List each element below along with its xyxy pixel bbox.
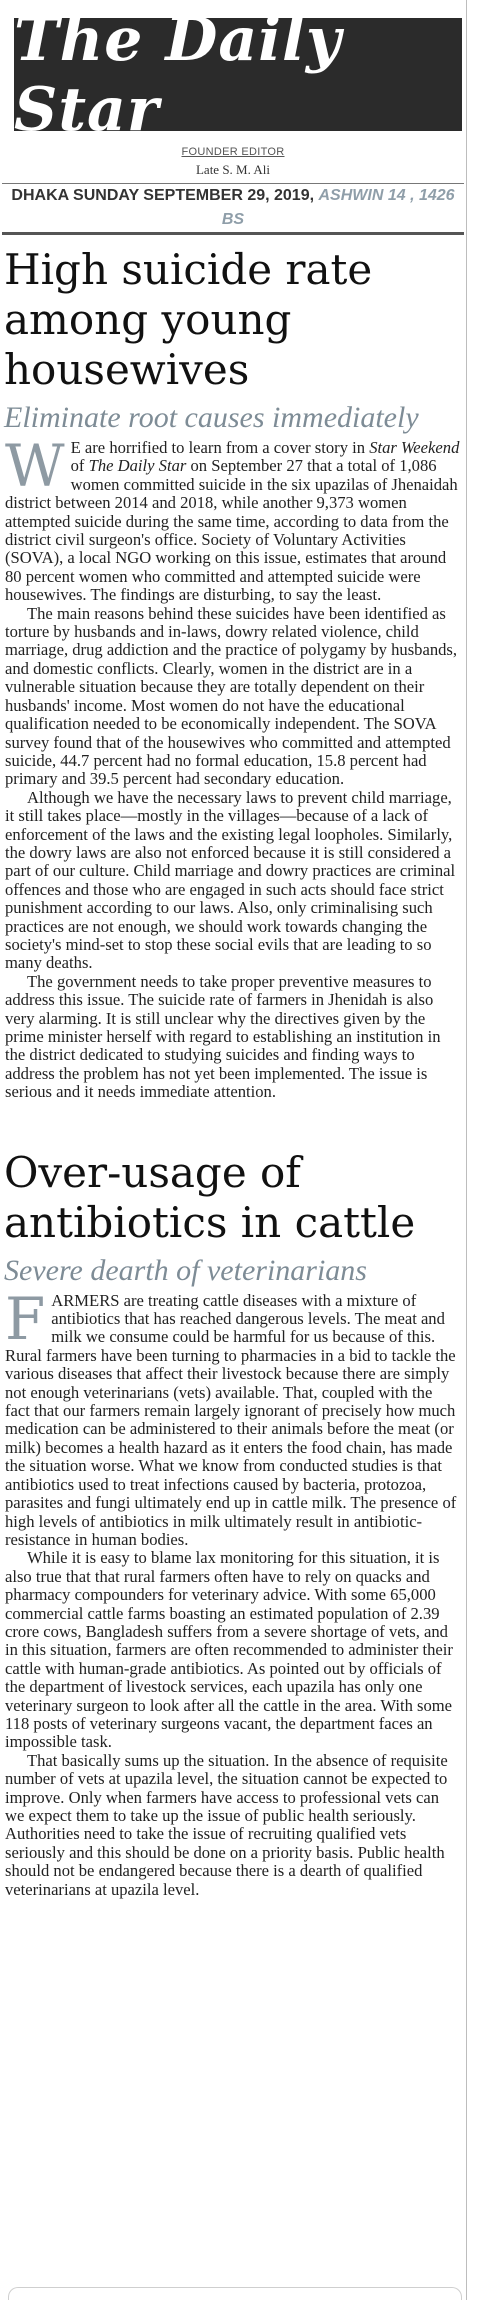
section-spacer [0, 1102, 466, 1138]
founder-name: Late S. M. Ali [195, 162, 271, 177]
dateline [0, 184, 466, 232]
drop-cap: F [5, 1284, 46, 1353]
article-1-paragraph-4: The government needs to take proper preventive measures to address this issue. The suicide rate of farmers in Jhenidah is also very alarming. It is still unclear why the directives given by the prime minister herself with regard to establishing an institution in the district dedicated to studying suicides and finding ways to address the problem has not yet been implemented. The issue is serious and it needs immediate attention. [5, 971, 441, 1102]
divider-thick [2, 232, 464, 235]
masthead-logo[interactable] [14, 4, 462, 145]
article-2-subhead: Severe dearth of veterinarians [4, 1253, 367, 1287]
article-1-body [5, 432, 460, 1102]
article-2-paragraph-3: That basically sums up the situation. In the absence of requisite number of vets at upazila level, the situation cannot be expected to improve. Only when farmers have access to professional vets can we expect them to take up the issue of public health seriously. Authorities need to take the issue of recruiting qualified vets seriously and this should be done on a priority basis. Public health should not be endangered because there is a dearth of qualified veterinarians at upazila level. [5, 1750, 448, 1899]
founder-label: FOUNDER EDITOR [181, 146, 285, 158]
paragraph-text: on September 27 that a total of 1,086 women committed suicide in the six upazilas of Jhenaidah district between 2014 and 2018, while another 9,373 women attempted suicide during the same time, according to data from the district civil surgeon's office. Society of Voluntary Activities (SOVA), a local NGO working on this issue, estimates that around 80 percent women who committed and attempted suicide were housewives. The findings are disturbing, to say the least. [5, 456, 458, 605]
paragraph-text: E are horrified to learn from a cover story in [70, 438, 370, 457]
publication-name: Star Weekend [369, 438, 460, 457]
publication-name: The Daily Star [88, 456, 187, 476]
article-2-body [5, 1284, 460, 1899]
article-2-paragraph-2: While it is easy to blame lax monitoring for this situation, it is also true that that rural farmers often have to rely on quacks and pharmacy compounders for veterinary advice. With some 65,000 commercial cattle farms boasting an estimated population of 2.39 crore cows, Bangladesh suffers from a severe shortage of vets, and in this situation, farmers are often recommended to administer their cattle with human-grade antibiotics. As pointed out by officials of the department of livestock services, each upazila has only one veterinary surgeon to look after all the cattle in the area. With some 118 posts of veterinary surgeons vacant, the department faces an impossible task. [5, 1548, 453, 1752]
founder-block [0, 145, 466, 177]
article-1-subhead: Eliminate root causes immediately [4, 401, 419, 434]
paragraph-text: of [70, 456, 89, 476]
paragraph-text: ARMERS are treating cattle diseases with a mixture of antibiotics that has reached dangerous levels. The meat and milk we consume could be harmful for us because of this. Rural farmers have been turning to pharmacies in a bid to tackle the various diseases that affect their livestock because there are simply not enough veterinarians (vets) available. That, coupled with the fact that our farmers remain largely ignorant of precisely how much medication can be administered to their animals before the meat (or milk) becomes a health hazard as it enters the food chain, has made the situation worse. What we know from conducted studies is that antibiotics used to treat infections caused by bacteria, protozoa, parasites and fungi ultimately end up in cattle milk. The presence of high levels of antibiotics in milk ultimately result in antibiotic-resistance in human bodies. [5, 1290, 457, 1549]
dateline-bengali: ASHWIN 14 , 1426 BS [221, 187, 455, 228]
article-1-paragraph-3: Although we have the necessary laws to prevent child marriage, it still takes place—mostly in the villages—because of a lack of enforcement of the laws and the existing legal loopholes. Similarly, the dowry laws are also not enforced because it is still considered a part of our culture. Child marriage and dowry practices are criminal offences and those who are engaged in such acts should face strict punishment according to our laws. Also, only criminalising such practices are not enough, we should work towards changing the society's mind-set to stop these social evils that are leading to so many deaths. [5, 787, 456, 973]
masthead-title: The Daily Star [14, 4, 342, 145]
article-2-headline: Over-usage of antibiotics in cattle [4, 1147, 416, 1247]
dateline-main: DHAKA SUNDAY SEPTEMBER 29, 2019, [11, 187, 315, 204]
article-1-headline: High suicide rate among young housewives [4, 245, 373, 394]
editorial-article-1 [0, 245, 466, 1102]
article-1-paragraph-2: The main reasons behind these suicides have been identified as torture by husbands and in-laws, dowry related violence, child marriage, drug addiction and the practice of polygamy by husbands, and domestic conflicts. Clearly, women in the district are in a vulnerable situation because they are totally dependent on their husbands' income. Most women do not have the educational qualification needed to be economically independent. The SOVA survey found that of the housewives who committed and attempted suicide, 44.7 percent had no formal education, 15.8 percent had primary and 39.5 percent had secondary education. [5, 603, 458, 789]
article-1-paragraph-1 [5, 432, 460, 605]
article-2-paragraph-1 [5, 1284, 460, 1550]
drop-cap: W [5, 432, 65, 500]
next-section-box [8, 2287, 462, 2300]
editorial-article-2 [0, 1148, 466, 1899]
